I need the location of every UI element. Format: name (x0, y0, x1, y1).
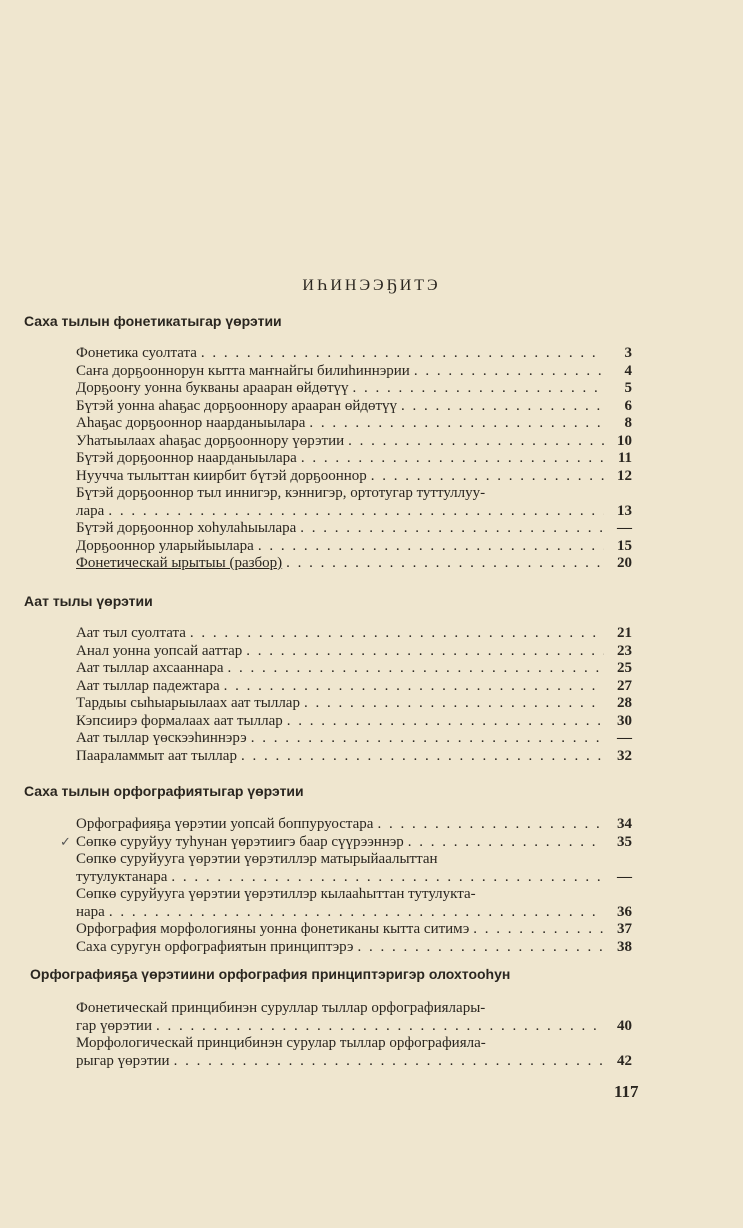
toc-entry: Орфографияҕа үөрэтии уопсай боппуруостара . . . 34 (76, 816, 632, 834)
toc-entry: Сөпкө суруйууга үөрэтии үөрэтиллэр матырыйаалыттан (76, 851, 438, 867)
toc-entry: Бүтэй дорҕооннор тыл иннигэр, кэннигэр, ортотугар туттуллуу- (76, 485, 486, 501)
toc-entry: Фонетическай ырытыы (разбор) . . . 20 (76, 555, 632, 573)
toc-entry: Фонетическай принцибинэн суруллар тыллар орфографиялары- (76, 1000, 486, 1016)
page-number: 117 (614, 1082, 639, 1101)
toc-entry: Фонетика суолтата . . . 3 (76, 345, 632, 363)
toc-entry: Анал уонна уопсай ааттар . . . 23 (76, 643, 632, 661)
toc-entries-orthography (76, 816, 632, 956)
toc-entry: лара . . . 13 (76, 503, 632, 521)
toc-entry: Дорҕооннор уларыйыылара . . . 15 (76, 538, 632, 556)
toc-entries-nouns (76, 625, 632, 765)
toc-entry: Бүтэй дорҕооннор хоһулаһыылара . . . — (76, 520, 632, 538)
toc-entry: тутулуктанара . . . — (76, 869, 632, 887)
section-heading: Орфографияҕа үөрэтиини орфография принциптэригэр олохтооһун (30, 966, 511, 982)
toc-entry: Саха суругун орфографиятын принциптэрэ . . . 38 (76, 939, 632, 957)
toc-entry: рыгар үөрэтии . . . 42 (76, 1053, 632, 1071)
toc-entry: Орфография морфологияны уонна фонетиканы кытта ситимэ . . . 37 (76, 921, 632, 939)
toc-entry: Бүтэй дорҕооннор наарданыылара . . . 11 (76, 450, 632, 468)
toc-entry: Нуучча тылыттан киирбит бүтэй дорҕооннор . . . 12 (76, 468, 632, 486)
check-mark-icon: ✓ (60, 834, 71, 849)
toc-entries-principles (76, 1000, 632, 1070)
toc-entries-phonetics (76, 345, 632, 573)
toc-entry: Сөпкө суруйуу туһунан үөрэтиигэ баар сүүрээннэр . . . 35 (76, 834, 632, 852)
section-heading: Саха тылын орфографиятыгар үөрэтии (24, 783, 304, 799)
toc-entry: Аат тыллар ахсааннара . . . 25 (76, 660, 632, 678)
toc-entry: Саҥа дорҕооннорун кытта маҥнайгы билиһиннэрии . . . 4 (76, 363, 632, 381)
toc-entry: Аһаҕас дорҕооннор наарданыылара . . . 8 (76, 415, 632, 433)
toc-entry: нара . . . 36 (76, 904, 632, 922)
toc-entry: Сөпкө суруйууга үөрэтии үөрэтиллэр кылааһыттан тутулукта- (76, 886, 476, 902)
toc-entry: Уһатыылаах аһаҕас дорҕооннору үөрэтии . . . 10 (76, 433, 632, 451)
toc-entry: Кэпсиирэ формалаах аат тыллар . . . 30 (76, 713, 632, 731)
toc-entry: Аат тыллар падежтара . . . 27 (76, 678, 632, 696)
toc-entry: Дорҕооҥу уонна букваны арааран өйдөтүү . . . 5 (76, 380, 632, 398)
toc-entry: Паараламмыт аат тыллар . . . 32 (76, 748, 632, 766)
toc-entry: гар үөрэтии . . . 40 (76, 1018, 632, 1036)
toc-entry: Тардыы сыһыарыылаах аат тыллар . . . 28 (76, 695, 632, 713)
toc-entry: Бүтэй уонна аһаҕас дорҕооннору арааран өйдөтүү . . . 6 (76, 398, 632, 416)
section-heading: Аат тылы үөрэтии (24, 593, 153, 609)
toc-entry: Аат тыл суолтата . . . 21 (76, 625, 632, 643)
toc-title: ИҺИНЭЭҔИТЭ (302, 277, 441, 294)
section-heading: Саха тылын фонетикатыгар үөрэтии (24, 313, 282, 329)
toc-entry: Морфологическай принцибинэн сурулар тыллар орфографияла- (76, 1035, 486, 1051)
toc-entry: Аат тыллар үөскээһиннэрэ . . . — (76, 730, 632, 748)
